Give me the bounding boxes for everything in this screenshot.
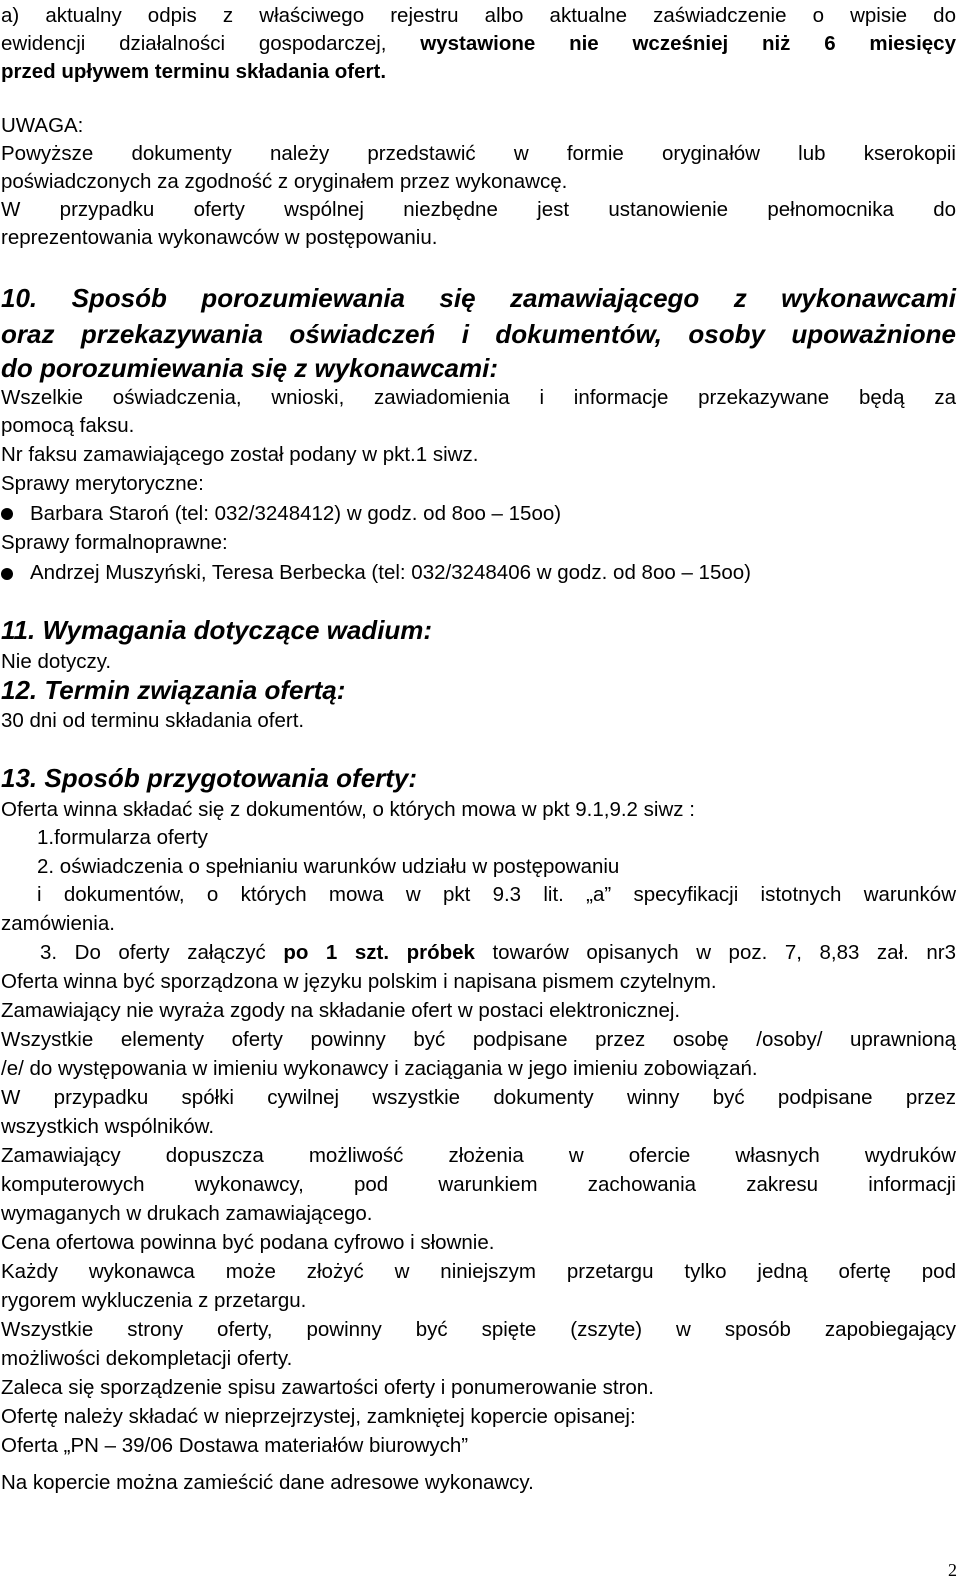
- text-line: pomocą faksu.: [1, 414, 135, 437]
- text-line: W przypadku oferty wspólnej niezbędne jest ustanowienie pełnomocnika do: [1, 198, 956, 221]
- text-line: [1, 30, 956, 58]
- section-heading: 13. Sposób przygotowania oferty:: [1, 763, 418, 793]
- text-line: Zamawiający nie wyraża zgody na składanie ofert w postaci elektronicznej.: [1, 999, 681, 1022]
- bold-text-run: wystawione nie wcześniej niż 6 miesięcy: [420, 32, 956, 55]
- text-run: towarów opisanych w poz. 7, 8,83 zał. nr3: [474, 941, 956, 964]
- text-line: rygorem wykluczenia z przetargu.: [1, 1289, 307, 1312]
- text-line: Sprawy formalnoprawne:: [1, 531, 228, 554]
- bullet-icon: [1, 568, 13, 580]
- text-line: poświadczonych za zgodność z oryginałem przez wykonawcę.: [1, 170, 568, 193]
- note-label: UWAGA:: [1, 114, 84, 137]
- text-line: 30 dni od terminu składania ofert.: [1, 709, 305, 732]
- text-line: /e/ do występowania w imieniu wykonawcy i zaciągania w jego imieniu zobowiązań.: [1, 1057, 758, 1080]
- text-line: Zaleca się sporządzenie spisu zawartości oferty i ponumerowanie stron.: [1, 1376, 654, 1399]
- section-heading: do porozumiewania się z wykonawcami:: [1, 353, 499, 383]
- bold-text-run: po 1 szt. próbek: [283, 941, 475, 964]
- page-number: 2: [948, 1560, 957, 1580]
- text-line: Powyższe dokumenty należy przedstawić w formie oryginałów lub kserokopii: [1, 142, 956, 165]
- text-line: Wszystkie elementy oferty powinny być podpisane przez osobę /osoby/ uprawnioną: [1, 1028, 956, 1051]
- text-run: ewidencji działalności gospodarczej,: [1, 32, 421, 55]
- text-line: i dokumentów, o których mowa w pkt 9.3 lit. „a” specyfikacji istotnych warunków: [37, 883, 956, 906]
- text-line: reprezentowania wykonawców w postępowaniu.: [1, 226, 438, 249]
- text-line: Wszystkie strony oferty, powinny być spięte (zszyte) w sposób zapobiegający: [1, 1318, 956, 1341]
- text-line: Nie dotyczy.: [1, 650, 112, 673]
- section-heading: oraz przekazywania oświadczeń i dokumentów, osoby upoważnione: [1, 319, 956, 349]
- bullet-icon: [1, 508, 13, 520]
- list-item: Barbara Staroń (tel: 032/3248412) w godz. od 8oo – 15oo): [30, 502, 562, 525]
- bold-text-line: przed upływem terminu składania ofert.: [1, 60, 387, 83]
- text-line: komputerowych wykonawcy, pod warunkiem zachowania zakresu informacji: [1, 1173, 956, 1196]
- text-line: Na kopercie można zamieścić dane adresowe wykonawcy.: [1, 1471, 534, 1494]
- section-heading: 12. Termin związania ofertą:: [1, 675, 346, 705]
- list-item: [40, 939, 956, 967]
- text-line: możliwości dekompletacji oferty.: [1, 1347, 293, 1370]
- text-run: 3. Do oferty załączyć: [40, 941, 284, 964]
- text-line: wymaganych w drukach zamawiającego.: [1, 1202, 373, 1225]
- text-line: Oferta „PN – 39/06 Dostawa materiałów biurowych”: [1, 1434, 469, 1457]
- text-line: Oferta winna być sporządzona w języku polskim i napisana pismem czytelnym.: [1, 970, 717, 993]
- list-item: Andrzej Muszyński, Teresa Berbecka (tel: 032/3248406 w godz. od 8oo – 15oo): [30, 561, 751, 584]
- section-heading: 10. Sposób porozumiewania się zamawiającego z wykonawcami: [1, 283, 956, 313]
- section-heading: 11. Wymagania dotyczące wadium:: [1, 615, 433, 645]
- text-line: zamówienia.: [1, 912, 115, 935]
- list-item: 2. oświadczenia o spełnianiu warunków udziału w postępowaniu: [37, 855, 620, 878]
- text-line: a) aktualny odpis z właściwego rejestru albo aktualne zaświadczenie o wpisie do: [1, 4, 956, 27]
- text-line: Sprawy merytoryczne:: [1, 472, 204, 495]
- text-line: Każdy wykonawca może złożyć w niniejszym przetargu tylko jedną ofertę pod: [1, 1260, 956, 1283]
- text-line: Wszelkie oświadczenia, wnioski, zawiadomienia i informacje przekazywane będą za: [1, 386, 956, 409]
- list-item: 1.formularza oferty: [37, 826, 208, 849]
- text-line: W przypadku spółki cywilnej wszystkie dokumenty winny być podpisane przez: [1, 1086, 956, 1109]
- text-line: Zamawiający dopuszcza możliwość złożenia w ofercie własnych wydruków: [1, 1144, 956, 1167]
- text-line: Nr faksu zamawiającego został podany w pkt.1 siwz.: [1, 443, 479, 466]
- text-line: Oferta winna składać się z dokumentów, o których mowa w pkt 9.1,9.2 siwz :: [1, 798, 695, 821]
- text-line: wszystkich wspólników.: [1, 1115, 215, 1138]
- text-line: Ofertę należy składać w nieprzejrzystej, zamkniętej kopercie opisanej:: [1, 1405, 636, 1428]
- text-line: Cena ofertowa powinna być podana cyfrowo i słownie.: [1, 1231, 495, 1254]
